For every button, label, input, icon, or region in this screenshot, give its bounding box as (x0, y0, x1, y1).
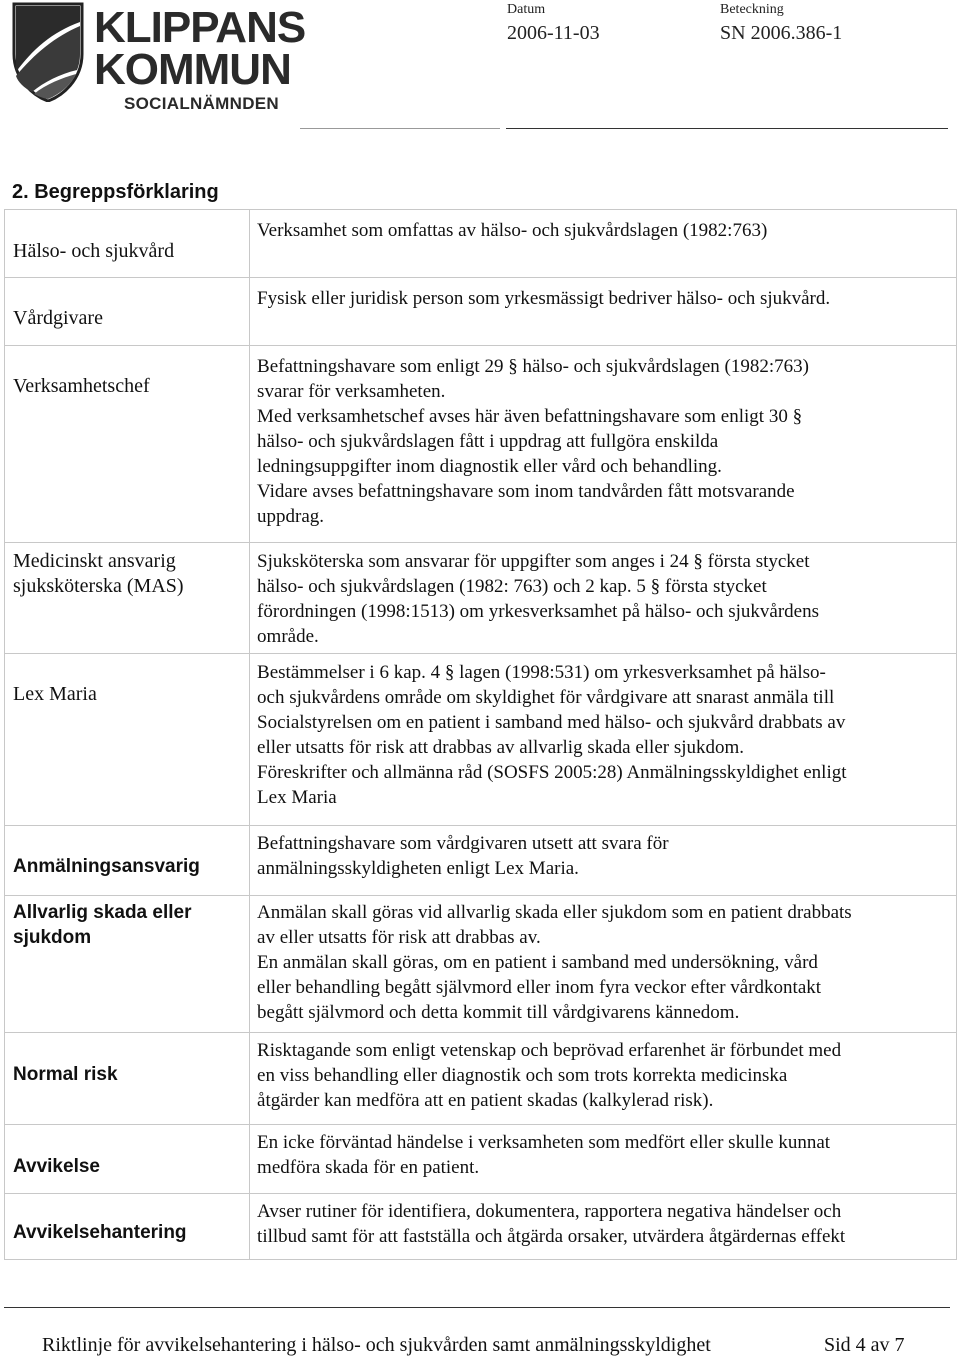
reference-label: Beteckning (720, 2, 784, 17)
definition-cell (250, 346, 957, 543)
table-row (5, 278, 957, 346)
definition-cell (250, 210, 957, 278)
definition-text: Anmälan skall göras vid allvarlig skada eller sjukdom som en patient drabbats av eller utsatts för risk att drabbas av. En anmälan skall göras, om en patient i samband med undersökning, vård eller behandling begått självmord eller inom fyra veckor efter vårdkontakt begått självmord och detta kommit till vårdgivarens kännedom. (257, 902, 852, 1023)
reference-value: SN 2006.386-1 (720, 22, 843, 44)
logo-wordmark-line1: KLIPPANS (94, 3, 306, 52)
table-row (5, 826, 957, 896)
term-cell (5, 826, 250, 896)
date-value: 2006-11-03 (507, 22, 600, 44)
term-label: Avvikelse (13, 1156, 100, 1177)
header-divider-left (300, 128, 500, 129)
table-row (5, 346, 957, 543)
page-number: Sid 4 av 7 (824, 1334, 905, 1356)
table-row (5, 1194, 957, 1260)
term-cell (5, 210, 250, 278)
term-label: Hälso- och sjukvård (13, 240, 175, 262)
definitions-table (4, 209, 957, 1260)
section-heading: 2. Begreppsförklaring (12, 181, 219, 203)
term-label: Allvarlig skada eller sjukdom (13, 902, 192, 948)
municipality-logo (12, 2, 306, 114)
logo-subtitle: SOCIALNÄMNDEN (124, 94, 280, 113)
definition-text: En icke förväntad händelse i verksamheten som medfört eller skulle kunnat medföra skada för en patient. (257, 1132, 831, 1178)
term-label: Avvikelsehantering (13, 1222, 187, 1243)
term-label: Normal risk (13, 1064, 118, 1085)
footer-divider (4, 1307, 950, 1308)
date-field (507, 2, 600, 45)
term-label: Verksamhetschef (13, 375, 150, 397)
definition-text: Befattningshavare som vårdgivaren utsett att svara för anmälningsskyldigheten enligt Lex Maria. (257, 833, 669, 879)
date-label: Datum (507, 2, 546, 17)
term-cell (5, 346, 250, 543)
table-row (5, 896, 957, 1033)
definition-text: Verksamhet som omfattas av hälso- och sjukvårdslagen (1982:763) (257, 220, 768, 241)
term-cell (5, 1125, 250, 1194)
term-cell (5, 1033, 250, 1125)
term-cell (5, 1194, 250, 1260)
definition-cell (250, 896, 957, 1033)
definition-cell (250, 1194, 957, 1260)
term-label: Lex Maria (13, 683, 97, 705)
header-divider (506, 128, 948, 129)
term-cell (5, 896, 250, 1033)
municipal-shield-icon (12, 2, 92, 102)
definition-cell (250, 1033, 957, 1125)
term-label: Vårdgivare (13, 307, 103, 329)
definition-cell (250, 654, 957, 826)
definition-text: Fysisk eller juridisk person som yrkesmässigt bedriver hälso- och sjukvård. (257, 288, 831, 309)
term-cell (5, 654, 250, 826)
logo-wordmark-line2: KOMMUN (94, 45, 291, 94)
definition-text: Bestämmelser i 6 kap. 4 § lagen (1998:531) om yrkesverksamhet på hälso- och sjukvårdens område om skyldighet för vårdgivare att snarast anmäla till Socialstyrelsen om en patient i samband med hälso- och sjukvård drabbats av eller utsatts för risk att drabbas av allvarlig skada eller sjukdom. Föreskrifter och allmänna råd (SOSFS 2005:28) Anmälningsskyldighet enligt Lex Maria (257, 662, 847, 808)
table-row (5, 543, 957, 654)
definition-cell (250, 826, 957, 896)
term-label: Medicinskt ansvarig sjuksköterska (MAS) (13, 550, 184, 597)
definition-text: Befattningshavare som enligt 29 § hälso- och sjukvårdslagen (1982:763) svarar för verksamheten. Med verksamhetschef avses här även befattningshavare som enligt 30 § hälso- och sjukvårdslagen fått i uppdrag att fullgöra enskilda ledningsuppgifter inom diagnostik eller vård och behandling. Vidare avses befattningshavare som inom tandvården fått motsvarande uppdrag. (257, 356, 809, 527)
definition-text: Sjuksköterska som ansvarar för uppgifter som anges i 24 § första stycket hälso- och sjukvårdslagen (1982: 763) och 2 kap. 5 § första stycket förordningen (1998:1513) om yrkesverksamhet på hälso- och sjukvårdens område. (257, 551, 819, 647)
term-cell (5, 543, 250, 654)
definition-text: Avser rutiner för identifiera, dokumentera, rapportera negativa händelser och tillbud samt för att fastställa och åtgärda orsaker, utvärdera åtgärdernas effekt (257, 1201, 846, 1247)
table-row (5, 1033, 957, 1125)
table-row (5, 210, 957, 278)
term-label: Anmälningsansvarig (13, 856, 200, 877)
definition-cell (250, 278, 957, 346)
footer-document-title: Riktlinje för avvikelsehantering i hälso- och sjukvården samt anmälningsskyldighet (42, 1334, 711, 1356)
definition-text: Risktagande som enligt vetenskap och beprövad erfarenhet är förbundet med en viss behandling eller diagnostik och som trots korrekta medicinska åtgärder kan medföra att en patient skadas (kalkylerad risk). (257, 1040, 842, 1111)
definition-cell (250, 543, 957, 654)
reference-field (720, 2, 842, 45)
definition-cell (250, 1125, 957, 1194)
table-row (5, 654, 957, 826)
table-row (5, 1125, 957, 1194)
term-cell (5, 278, 250, 346)
